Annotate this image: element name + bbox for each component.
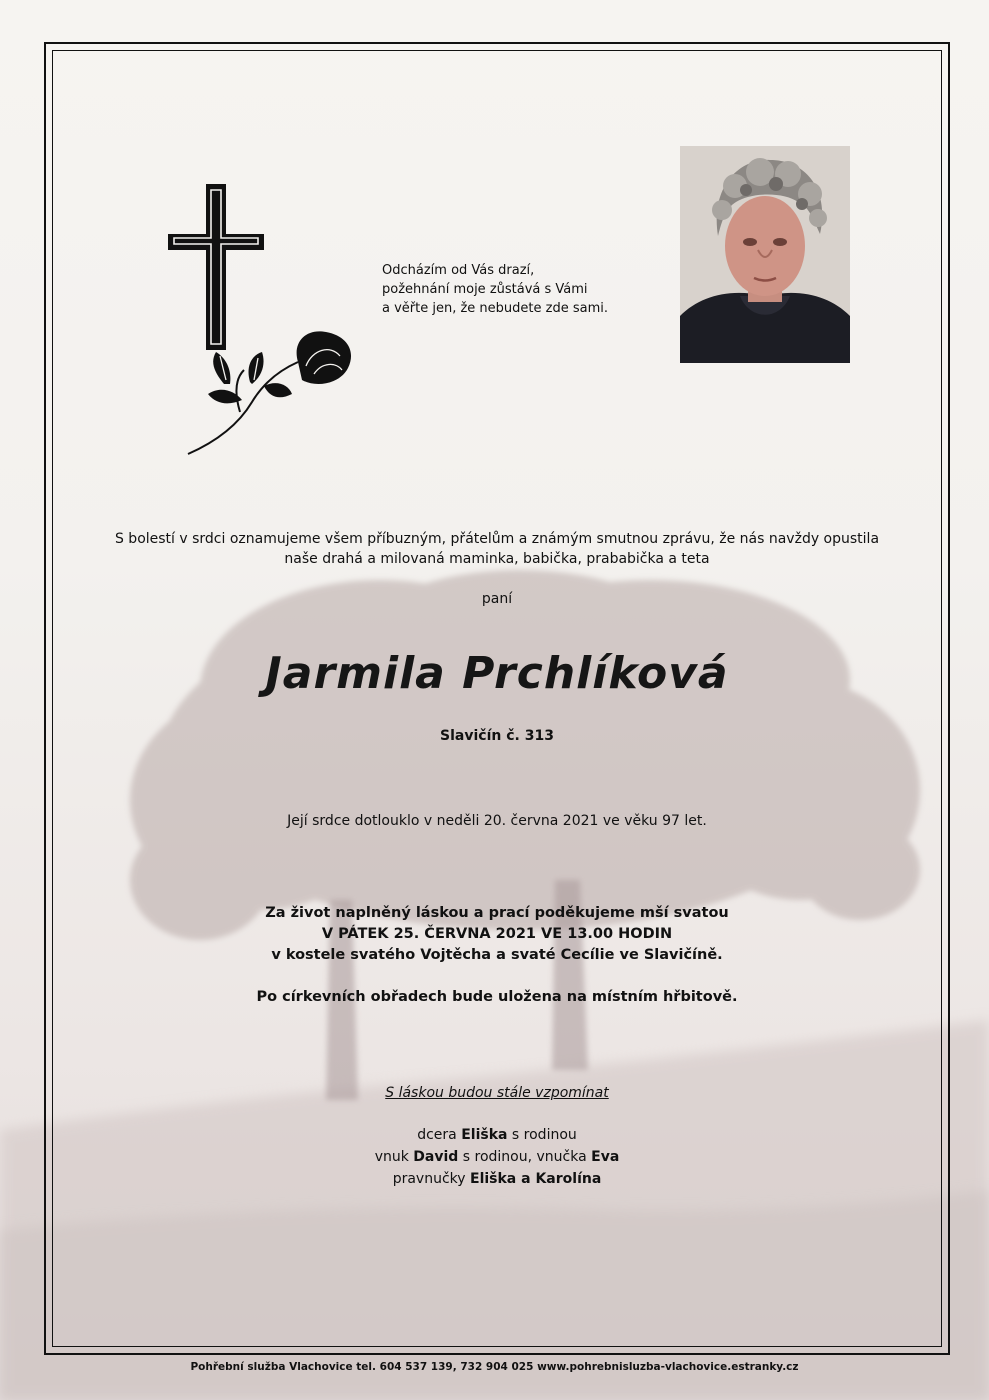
family-name: Eliška [461, 1127, 508, 1143]
poem-line-3: a věřte jen, že nebudete zde sami. [382, 301, 608, 316]
burial-notice: Po církevních obřadech bude uložena na místním hřbitově. [256, 989, 738, 1005]
portrait-photo [680, 146, 850, 363]
family-relation: vnuk [374, 1149, 409, 1165]
family-row-1 [52, 1124, 942, 1146]
poem-line-1: Odcházím od Vás drazí, [382, 263, 535, 278]
family-name: David [413, 1149, 459, 1165]
deceased-name: Jarmila Prchlíková [265, 648, 729, 699]
rose-icon [180, 322, 360, 462]
family-name: Eliška a Karolína [470, 1171, 602, 1187]
announcement [52, 529, 942, 569]
family-relation: pravnučky [392, 1171, 466, 1187]
announcement-line-2: naše drahá a milovaná maminka, babička, prababička a teta [284, 551, 710, 567]
announcement-line-1: S bolestí v srdci oznamujeme všem příbuzným, přátelům a známým smutnou zprávu, že nás navždy opustila [114, 531, 880, 547]
deceased-address: Slavičín č. 313 [440, 728, 554, 744]
ceremony-line-3: v kostele svatého Vojtěcha a svaté Cecílie ve Slavičíně. [271, 947, 723, 963]
family-relation: dcera [417, 1127, 457, 1143]
death-notice: Její srdce dotlouklo v neděli 20. června 2021 ve věku 97 let. [287, 813, 707, 829]
remembrance-heading: S láskou budou stále vzpomínat [385, 1085, 609, 1101]
family-suffix: s rodinou, vnučka [462, 1149, 587, 1165]
honorific: paní [481, 591, 513, 607]
ceremony-line-2: V PÁTEK 25. ČERVNA 2021 VE 13.00 HODIN [321, 926, 673, 942]
funeral-service-footer: Pohřební služba Vlachovice tel. 604 537 139, 732 904 025 www.pohrebnisluzba-vlachovice.estranky.cz [190, 1361, 799, 1373]
family-row-3 [52, 1168, 942, 1190]
family-name-2: Eva [591, 1149, 620, 1165]
poem [382, 261, 662, 318]
family-list [52, 1124, 942, 1190]
ceremony-details [52, 903, 942, 966]
family-row-2 [52, 1146, 942, 1168]
family-suffix: s rodinou [511, 1127, 577, 1143]
ceremony-line-1: Za život naplněný láskou a prací poděkujeme mší svatou [265, 905, 729, 921]
poem-line-2: požehnání moje zůstává s Vámi [382, 282, 588, 297]
